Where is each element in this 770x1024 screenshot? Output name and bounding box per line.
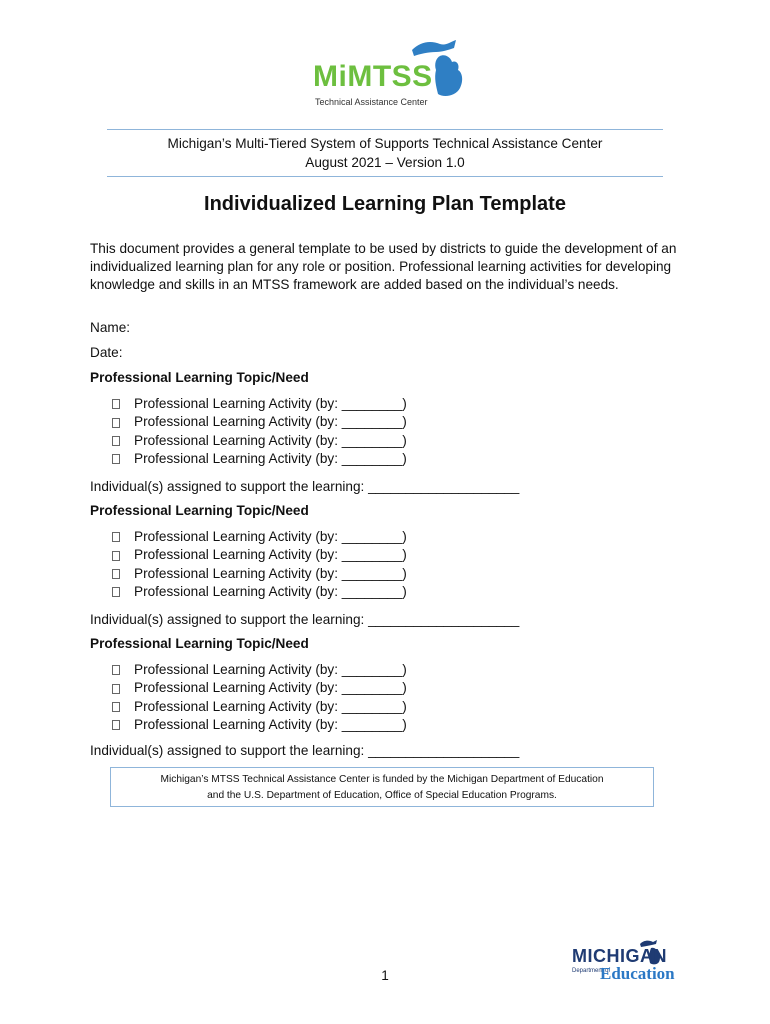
checkbox-icon[interactable]: [112, 399, 120, 409]
section-3-assigned: Individual(s) assigned to support the learning: ____________________: [90, 743, 520, 758]
activity-item: [112, 450, 407, 468]
funding-notice: [110, 767, 654, 807]
activity-text: Professional Learning Activity (by: ________): [134, 565, 407, 581]
section-2-topic: Professional Learning Topic/Need: [90, 503, 309, 518]
section-1-activities: [112, 395, 407, 469]
activity-text: Professional Learning Activity (by: ________): [134, 662, 407, 677]
activity-text: Professional Learning Activity (by: ________): [134, 432, 407, 448]
checkbox-icon[interactable]: [112, 702, 120, 712]
checkbox-icon[interactable]: [112, 569, 120, 579]
department-of-text: Department of: [572, 968, 611, 974]
michigan-wordmark: MICHIGAN: [572, 946, 667, 966]
section-3-topic: Professional Learning Topic/Need: [90, 636, 309, 651]
activity-text: Professional Learning Activity (by: ________): [134, 451, 407, 467]
intro-paragraph: This document provides a general template to be used by districts to guide the development of an individualized learning plan for any role or position. Professional learning activities for developing knowledge and skills in an MTSS framework are added based on the individual’s needs.: [90, 241, 677, 293]
checkbox-icon[interactable]: [112, 587, 120, 597]
mimtss-logo: [305, 36, 470, 112]
checkbox-icon[interactable]: [112, 665, 120, 675]
header-rule-top: [107, 129, 663, 130]
funding-line-1: Michigan’s MTSS Technical Assistance Center is funded by the Michigan Department of Education: [160, 774, 604, 785]
brand-wordmark: MiMTSS: [313, 60, 433, 93]
activity-item: [112, 698, 407, 716]
name-field-label: Name:: [90, 320, 131, 335]
activity-text: Professional Learning Activity (by: ________): [134, 529, 407, 544]
activity-item: [112, 413, 407, 431]
activity-item: [112, 716, 407, 734]
activity-text: Professional Learning Activity (by: ________): [134, 396, 407, 411]
activity-item: [112, 565, 407, 583]
section-1-topic: Professional Learning Topic/Need: [90, 370, 309, 385]
activity-text: Professional Learning Activity (by: ________): [134, 547, 407, 563]
checkbox-icon[interactable]: [112, 418, 120, 428]
activity-item: [112, 546, 407, 564]
activity-text: Professional Learning Activity (by: ________): [134, 414, 407, 430]
activity-text: Professional Learning Activity (by: ________): [134, 584, 407, 600]
education-wordmark: Education: [600, 964, 675, 983]
checkbox-icon[interactable]: [112, 720, 120, 730]
checkbox-icon[interactable]: [112, 551, 120, 561]
activity-text: Professional Learning Activity (by: ________): [134, 680, 407, 696]
version-line: August 2021 – Version 1.0: [305, 155, 465, 170]
date-field-label: Date:: [90, 345, 123, 360]
activity-item: [112, 432, 407, 450]
activity-item: [112, 528, 407, 546]
page-number: 1: [381, 968, 389, 983]
section-2-activities: [112, 528, 407, 602]
activity-item: [112, 661, 407, 679]
org-name: Michigan’s Multi-Tiered System of Supports Technical Assistance Center: [167, 136, 603, 151]
checkbox-icon[interactable]: [112, 532, 120, 542]
brand-subtitle: Technical Assistance Center: [315, 97, 428, 107]
checkbox-icon[interactable]: [112, 436, 120, 446]
activity-text: Professional Learning Activity (by: ________): [134, 717, 407, 733]
document-title: Individualized Learning Plan Template: [204, 193, 566, 215]
checkbox-icon[interactable]: [112, 454, 120, 464]
section-3-activities: [112, 661, 407, 735]
checkbox-icon[interactable]: [112, 684, 120, 694]
activity-text: Professional Learning Activity (by: ________): [134, 698, 407, 714]
activity-item: [112, 395, 407, 413]
section-2-assigned: Individual(s) assigned to support the learning: ____________________: [90, 612, 520, 627]
activity-item: [112, 679, 407, 697]
activity-item: [112, 583, 407, 601]
header-rule-bottom: [107, 176, 663, 177]
funding-line-2: and the U.S. Department of Education, Office of Special Education Programs.: [207, 790, 557, 801]
michigan-education-logo: [566, 938, 686, 988]
section-1-assigned: Individual(s) assigned to support the learning: ____________________: [90, 479, 520, 494]
